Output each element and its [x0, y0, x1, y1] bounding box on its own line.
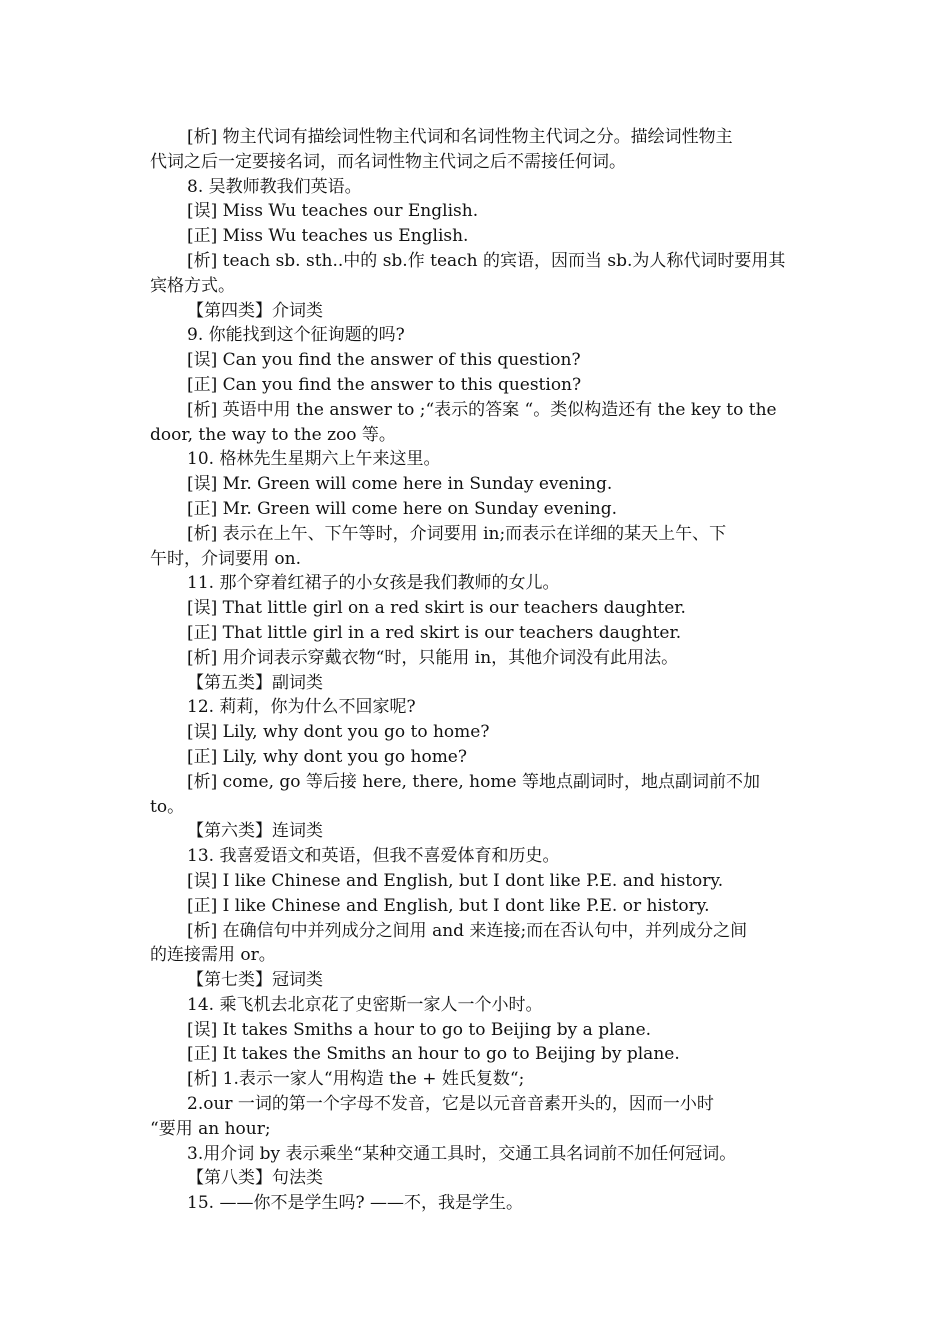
text-line: [正] Miss Wu teaches us English. — [187, 226, 469, 247]
text-line: [误] Mr. Green will come here in Sunday evening. — [187, 474, 613, 495]
text-line: 13. 我喜爱语文和英语，但我不喜爱体育和历史。 — [187, 846, 560, 867]
document-page — [150, 125, 802, 1216]
text-line: 11. 那个穿着红裙子的小女孩是我们教师的女儿。 — [187, 573, 560, 594]
text-line: [误] I like Chinese and English, but I dont like P.E. and history. — [187, 870, 724, 891]
text-line: [析] 物主代词有描绘词性物主代词和名词性物主代词之分。描绘词性物主 — [187, 127, 733, 147]
text-line: door, the way to the zoo 等。 — [150, 424, 396, 445]
text-line: [误] Miss Wu teaches our English. — [187, 201, 479, 222]
text-line: 3.用介词 by 表示乘坐“某种交通工具时，交通工具名词前不加任何冠词。 — [187, 1143, 737, 1164]
text-line: [析] 1.表示一家人“用构造 the + 姓氏复数“; — [187, 1069, 525, 1090]
text-line: 的连接需用 or。 — [150, 945, 276, 966]
text-line: [误] It takes Smiths a hour to go to Beijing by a plane. — [187, 1019, 652, 1040]
text-line: 15. ——你不是学生吗? ——不，我是学生。 — [187, 1193, 523, 1214]
text-line: [析] 用介词表示穿戴衣物“时，只能用 in，其他介词没有此用法。 — [187, 647, 679, 668]
text-line: [正] Lily, why dont you go home? — [187, 746, 467, 767]
text-line: [正] Mr. Green will come here on Sunday evening. — [187, 498, 618, 519]
text-line: 8. 吴教师教我们英语。 — [187, 176, 362, 197]
text-line: [析] come, go 等后接 here, there, home 等地点副词时，地点副词前不加 — [187, 771, 760, 792]
text-line: [析] teach sb. sth..中的 sb.作 teach 的宾语，因而当 sb.为人称代词时要用其 — [187, 250, 786, 271]
text-line: 【第六类】连词类 — [187, 821, 323, 842]
text-line: 宾格方式。 — [150, 275, 235, 296]
text-line: [析] 在确信句中并列成分之间用 and 来连接;而在否认句中，并列成分之间 — [187, 920, 748, 941]
text-line: [误] Lily, why dont you go to home? — [187, 722, 490, 743]
text-line: 9. 你能找到这个征询题的吗? — [187, 325, 405, 346]
text-line: 14. 乘飞机去北京花了史密斯一家人一个小时。 — [187, 994, 543, 1015]
text-line: [误] That little girl on a red skirt is our teachers daughter. — [187, 598, 686, 619]
text-line: [正] It takes the Smiths an hour to go to Beijing by plane. — [187, 1044, 680, 1065]
text-line: [正] Can you find the answer to this question? — [187, 374, 582, 395]
text-line: 2.our 一词的第一个字母不发音，它是以元音音素开头的，因而一小时 — [187, 1094, 714, 1115]
text-line: [析] 英语中用 the answer to ;“表示的答案 “。类似构造还有 the key to the — [187, 399, 777, 420]
text-line: [误] Can you find the answer of this question? — [187, 350, 581, 371]
text-line: 10. 格林先生星期六上午来这里。 — [187, 449, 441, 470]
text-line: [正] That little girl in a red skirt is our teachers daughter. — [187, 622, 682, 643]
text-line: to。 — [150, 796, 185, 817]
text-line: 【第八类】句法类 — [187, 1168, 323, 1189]
text-line: “要用 an hour; — [150, 1118, 271, 1139]
text-line: 【第四类】介词类 — [187, 300, 323, 321]
text-line: 【第七类】冠词类 — [187, 970, 323, 991]
text-line: 12. 莉莉，你为什么不回家呢? — [187, 697, 416, 718]
text-line: [正] I like Chinese and English, but I dont like P.E. or history. — [187, 895, 710, 916]
text-line: [析] 表示在上午、下午等时，介词要用 in;而表示在详细的某天上午、下 — [187, 523, 727, 544]
text-line: 【第五类】副词类 — [187, 672, 323, 693]
text-line: 代词之后一定要接名词，而名词性物主代词之后不需接任何词。 — [150, 151, 626, 172]
text-line: 午时，介词要用 on. — [150, 548, 301, 569]
